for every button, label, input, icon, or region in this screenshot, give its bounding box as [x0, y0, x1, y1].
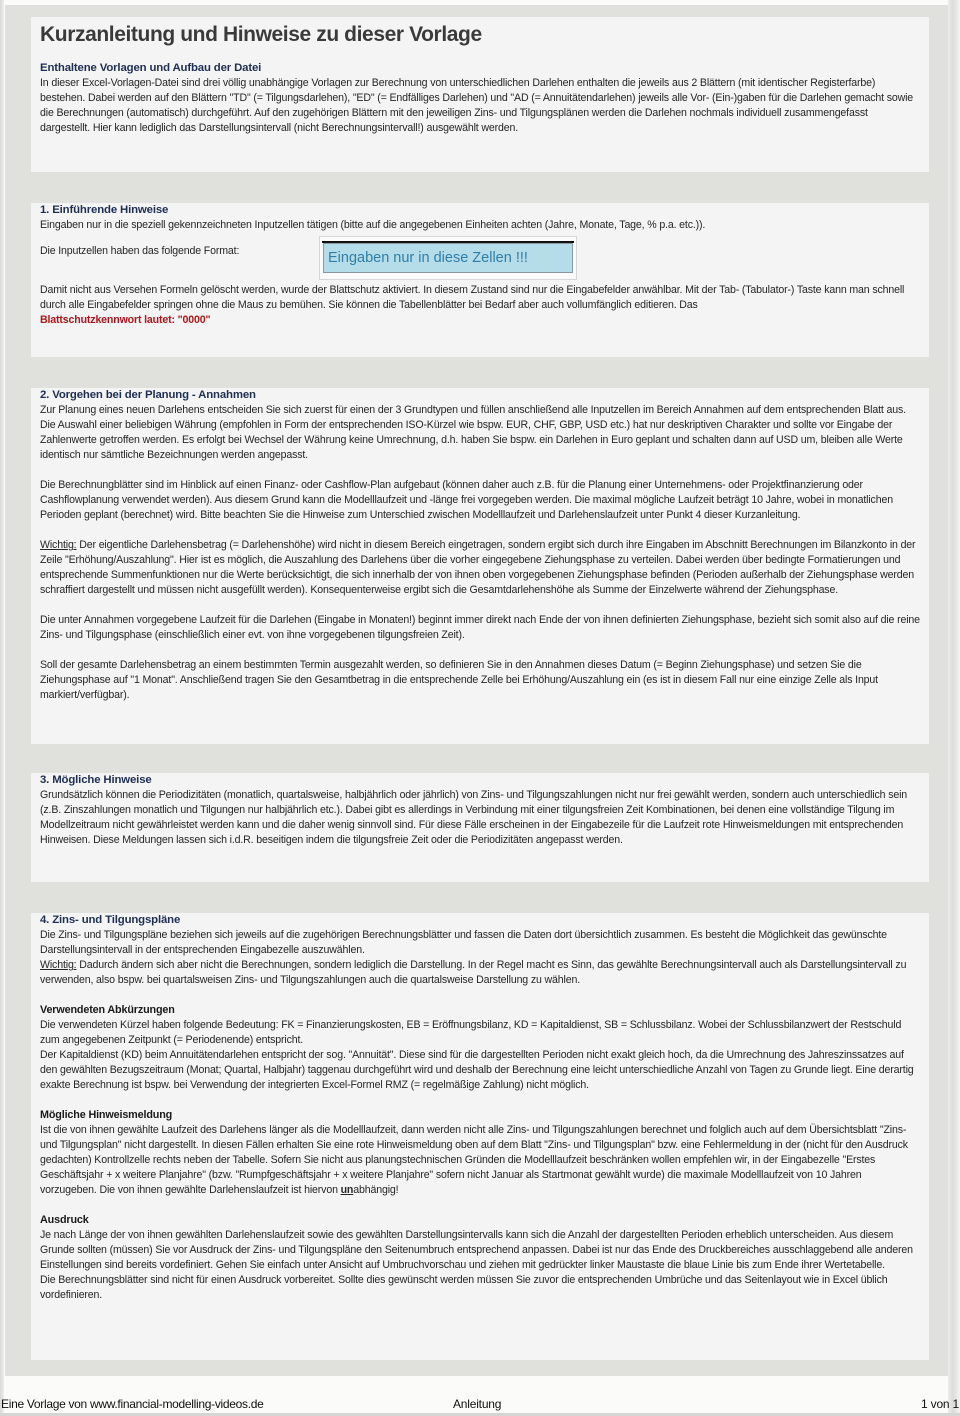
page-title: Kurzanleitung und Hinweise zu dieser Vorlage [40, 23, 482, 46]
footer-source: Eine Vorlage von www.financial-modelling-videos.de [1, 1397, 264, 1411]
section-2-paragraph-3 [40, 538, 920, 598]
footer-sheet-name: Anleitung [453, 1397, 502, 1411]
section-1-heading: 1. Einführende Hinweise [40, 204, 169, 216]
abbreviations-heading: Verwendeten Abkürzungen [40, 1004, 175, 1016]
input-format-label: Die Inputzellen haben das folgende Format: [40, 245, 240, 257]
intro-text: In dieser Excel-Vorlagen-Datei sind drei völlig unabhängige Vorlagen zur Berechnung von unterschiedlichen Darlehen enthalten die jeweils aus 2 Blättern (mit identischer Registerfarbe) bestehen. Dabei werden auf den Blättern "TD" (= Tilgungsdarlehen), "ED" (= Endfälliges Darlehen) und "AD (= Annuitätendarlehen) jeweils alle Vor- (Ein-)gaben für die Darlehen gemacht sowie die Berechnungen (automatisch) durchgeführt. Auf den zugehörigen Blättern mit den jeweiligen Zins- und Tilgungsplänen werden die Darlehen nochmals individuell zusammengefasst dargestellt. Hier kann lediglich das Darstellungsintervall (nicht Berechnungsintervall!) ausgewählt werden. [40, 77, 914, 134]
abbreviations-paragraph-1: Die verwendeten Kürzel haben folgende Bedeutung: FK = Finanzierungskosten, EB = Eröffnungsbilanz, KD = Kapitaldienst, SB = Schlussbilanz. Wobei der Schlussbilanzwert der Restschuld zum angegebenen Zeitpunkt (= Periodenende) entspricht. [40, 1019, 902, 1046]
print-heading: Ausdruck [40, 1214, 89, 1226]
input-format-row [40, 236, 920, 283]
possible-message-body: Ist die von ihnen gewählte Laufzeit des Darlehens länger als die Modelllaufzeit, dann werden nicht alle Zins- und Tilgungszahlungen berechnet und folglich auch auf dem Übersichtsblatt "Zins- und Tilgungsplan" nicht dargestellt. In diesen Fällen erhalten Sie eine rote Hinweismeldung oben auf dem Blatt "Zins- und Tilgungsplan" bzw. eine Fehlermeldung in der (nicht für den Ausdruck gedachten) Kontrollzelle rechts neben der Tabelle. Sofern Sie nicht aus planungstechnischen Gründen die Modelllaufzeit beschränken wollen empfehlen wir, in der Eingabezelle "Erstes Geschäftsjahr + x weitere Planjahre" (bzw. "Rumpfgeschäftsjahr + x weitere Planjahre" sofern nicht Januar als Startmonat gewählt wurde) die maximale Modelllaufzeit von 10 Jahren vorzugeben. Die von ihnen gewählte Darlehenslaufzeit ist hiervon [40, 1124, 908, 1196]
important-label: Wichtig: [40, 959, 77, 971]
page-edge-right [948, 0, 960, 1416]
emphasis-un: un [340, 1184, 354, 1196]
intro-panel [31, 17, 929, 172]
section-3-heading: 3. Mögliche Hinweise [40, 774, 152, 786]
section-4-panel [31, 913, 929, 1360]
print-paragraph-2: Die Berechnungsblätter sind nicht für einen Ausdruck vorbereitet. Sollte dies gewünscht werden müssen Sie zuvor die entsprechenden Umbrüche und das Seitenlayout wie in Excel üblich vordefinieren. [40, 1274, 888, 1301]
section-4-paragraph-2-body: Dadurch ändern sich aber nicht die Berechnungen, sondern lediglich die Darstellung. In der Regel macht es Sinn, das gewählte Berechnungsintervall auch als Darstellungsintervall zu verwenden, also bspw. bei quartalsweisen Zins- und Tilgungszahlungen auch die quartalsweise Darstellung zu wählen. [40, 959, 907, 986]
section-2-panel [31, 388, 929, 744]
section-2-paragraph-3-body: Der eigentliche Darlehensbetrag (= Darlehenshöhe) wird nicht in diesem Bereich eingetragen, sondern ergibt sich durch ihre Eingaben im Abschnitt Berechnungen im Bilanzkonto in der Zeile "Erhöhung/Auszahlung". Hier ist es möglich, die Auszahlung des Darlehens über die vorher eingegebene Ziehungsphase zu verteilen. Dabei werden über bedingte Formatierungen und entsprechende Summenfunktionen nur die Werte berücksichtigt, die sich innerhalb der von ihnen oben vorgegebenen Ziehungsphase befinden (Perioden außerhalb der Ziehungsphase werden schraffiert dargestellt und müssen nicht ausgefüllt werden). Konsequenterweise ergibt sich die Gesamtdarlehenshöhe als Summe der Einzelwerte während der Ziehungsphase. [40, 539, 916, 596]
section-2-heading: 2. Vorgehen bei der Planung - Annahmen [40, 389, 256, 401]
important-label: Wichtig: [40, 539, 77, 551]
section-4-paragraph-1: Die Zins- und Tilgungspläne beziehen sich jeweils auf die zugehörigen Berechnungsblätter und fassen die Daten dort übersichtlich zusammen. Es besteht die Möglichkeit das gewünschte Darstellungsintervall in der entsprechenden Eingabezelle auszuwählen. [40, 929, 887, 956]
section-1-panel [31, 203, 929, 357]
section-4-heading: 4. Zins- und Tilgungspläne [40, 914, 181, 926]
print-paragraph-1: Je nach Länge der von ihnen gewählten Darlehenslaufzeit sowie des gewählten Darstellungsintervalls kann sich die Anzahl der dargestellten Perioden erheblich unterscheiden. Aus diesem Grunde sollten (müssen) Sie vor Ausdruck der Zins- und Tilgungspläne den Seitenumbruch entsprechend anpassen. Dabei ist nur das Ende des Druckbereiches ausschlaggebend alle anderen Einstellungen sind bereits vordefiniert. Gehen Sie einfach unter Ansicht auf Umbruchvorschau und ziehen mit gedrückter linker Maustaste die blaue Linie bis zum Ende ihrer Wertetabelle. [40, 1229, 913, 1271]
section-1-text: Eingaben nur in die speziell gekennzeichneten Inputzellen tätigen (bitte auf die angegebenen Einheiten achten (Jahre, Monate, Tage, % p.a. etc.)). [40, 219, 706, 231]
possible-message-heading: Mögliche Hinweismeldung [40, 1109, 173, 1121]
footer-page-number: 1 von 1 [921, 1397, 959, 1411]
sheet-protection-text [40, 283, 920, 328]
section-2-paragraph-4: Die unter Annahmen vorgegebene Laufzeit für die Darlehen (Eingabe in Monaten!) beginnt immer direkt nach Ende der von ihnen definierten Ziehungsphase, bezieht sich somit also auf die reine Zins- und Tilgungsphase (einschließlich einer evt. von ihne vorgegebenen tilgungsfreien Zeit). [40, 614, 920, 641]
section-2-paragraph-5: Soll der gesamte Darlehensbetrag an einem bestimmten Termin ausgezahlt werden, so definieren Sie in den Annahmen dieses Datum (= Beginn Ziehungsphase) und setzen Sie die Ziehungsphase auf "1 Monat". Anschließend tragen Sie den Gesamtbetrag in die entsprechende Zelle bei Erhöhung/Auszahlung ein (es ist in diesem Fall nur eine einzige Zelle als Input markiert/verfügbar). [40, 659, 878, 701]
input-cell-example: Eingaben nur in diese Zellen !!! [323, 243, 573, 273]
password-note: Blattschutzkennwort lautet: "0000" [40, 314, 211, 326]
section-2-paragraph-2: Die Berechnungblätter sind im Hinblick auf einen Finanz- oder Cashflow-Plan aufgebaut (können daher auch z.B. für die Planung einer Unternehmens- oder Projektfinanzierung oder Cashflowplanung verwendet werden). Aus diesem Grund kann die Modelllaufzeit und -länge frei vorgegeben werden. Die maximal mögliche Laufzeit beträgt 10 Jahre, wobei in monatlichen Perioden geplant (berechnet) wird. Bitte beachten Sie die Hinweise zum Unterschied zwischen Modelllaufzeit und Darlehenslaufzeit unter Punkt 4 dieser Kurzanleitung. [40, 479, 893, 521]
section-3-panel [31, 773, 929, 882]
abbreviations-paragraph-2: Der Kapitaldienst (KD) beim Annuitätendarlehen entspricht der sog. "Annuität". Diese sind für die dargestellten Perioden nicht exakt gleich hoch, da die Umrechnung des Jahreszinssatzes auf den gewählten Bezugszeitraum (Monat; Quartal, Halbjahr) taggenau durchgeführt wird und deshalb der Berechnung eine leicht unterschiedliche Anzahl von Tagen zu Grunde liegt. Eine derartig exakte Berechnung ist bspw. bei Verwendung der integrierten Excel-Formel RMZ (= regelmäßige Zahlung) nicht möglich. [40, 1049, 914, 1091]
intro-heading: Enthaltene Vorlagen und Aufbau der Datei [40, 62, 262, 74]
section-2-paragraph-1: Zur Planung eines neuen Darlehens entscheiden Sie sich zuerst für einen der 3 Grundtypen und füllen anschließend alle Inputzellen im Bereich Annahmen auf dem entsprechenden Blatt aus. Die Auswahl einer beliebigen Währung (empfohlen in Form der entsprechenden ISO-Kürzel wie bspw. EUR, CHF, GBP, USD etc.) hat nur deskriptiven Charakter und sollte vor Eingabe der Zahlenwerte getroffen werden. Es erfolgt bei Wechsel der Währung keine Umrechnung, d.h. haben Sie bspw. ein Darlehen in Euro geplant und schalten dann auf USD um, bleiben alle Werte identisch nur sämtliche Bezeichnungen werden angepasst. [40, 404, 906, 461]
input-cell-example-frame [319, 236, 577, 280]
section-4-paragraph-2 [40, 958, 920, 988]
possible-message-end: abhängig! [353, 1184, 399, 1196]
sheet-protection-body: Damit nicht aus Versehen Formeln gelöscht werden, wurde der Blattschutz aktiviert. In diesem Zustand sind nur die Eingabefelder anwählbar. Mit der Tab- (Tabulator-) Taste kann man schnell durch alle Eingabefelder springen ohne die Maus zu bemühen. Sie können die Tabellenblätter bei Bedarf aber auch vollumfänglich editieren. Das [40, 284, 905, 311]
page-edge-left [0, 0, 4, 1416]
possible-message-paragraph [40, 1123, 920, 1198]
section-3-text: Grundsätzlich können die Periodizitäten (monatlich, quartalsweise, halbjährlich oder jährlich) von Zins- und Tilgungszahlungen nicht nur frei gewählt werden, sondern auch unterschiedlich sein (z.B. Zinszahlungen monatlich und Tilgungen nur halbjährlich etc.). Dabei gibt es allerdings in Verbindung mit einer tilgungsfreien Zeit Kombinationen, bei denen eine vollständige Tilgung im Modellzeitraum nicht gewährleistet werden kann und die daher wenig sinnvoll sind. Für diese Fälle erscheinen in der Eingabezeile für die Laufzeit rote Hinweismeldungen mit entsprechenden Hinweisen. Diese Meldungen lassen sich i.d.R. beseitigen indem die tilgungsfreie Zeit oder die Periodizitäten angepasst werden. [40, 789, 908, 846]
